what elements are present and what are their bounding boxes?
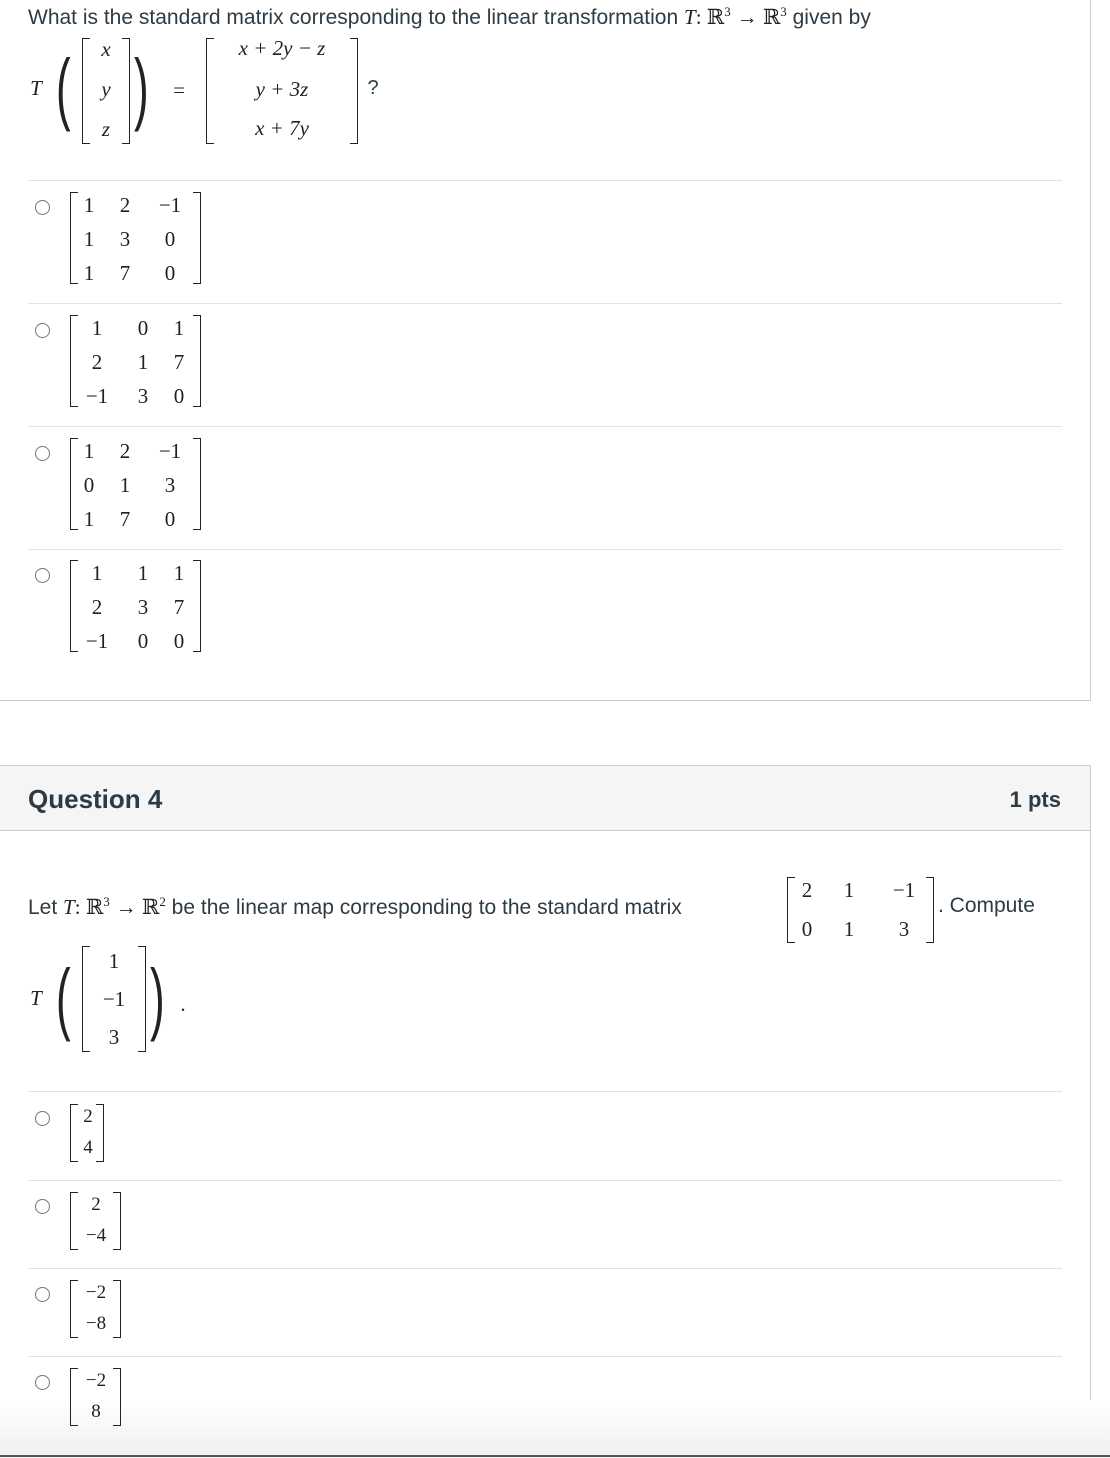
divider — [28, 1268, 1062, 1269]
right-paren: ) — [149, 953, 165, 1042]
radio-button[interactable] — [35, 568, 50, 583]
radio-button[interactable] — [35, 446, 50, 461]
divider — [28, 1356, 1062, 1357]
divider — [28, 180, 1062, 181]
radio-button[interactable] — [35, 1375, 50, 1390]
divider — [28, 1180, 1062, 1181]
left-bracket — [82, 38, 90, 144]
question-points: 1 pts — [1009, 787, 1061, 812]
right-bracket — [122, 38, 130, 144]
left-paren: ( — [55, 953, 71, 1042]
radio-button[interactable] — [35, 1287, 50, 1302]
radio-button[interactable] — [35, 323, 50, 338]
divider — [28, 426, 1062, 427]
divider — [28, 1091, 1062, 1092]
page-bottom-border — [0, 1455, 1110, 1457]
right-paren: ) — [133, 43, 149, 132]
radio-button[interactable] — [35, 200, 50, 215]
q3-prompt: What is the standard matrix corresponding to the linear transformation T: ℝ$^3$ → ℝ$^3$ given by — [28, 4, 871, 29]
question-3-card — [0, 0, 1091, 701]
left-bracket — [82, 946, 90, 1052]
right-bracket — [350, 38, 358, 144]
question-title: Question 4 — [28, 784, 163, 814]
question-4-header — [0, 765, 1091, 831]
q4-prompt-end: . Compute — [938, 894, 1035, 917]
left-bracket — [206, 38, 214, 144]
q4-prompt: Let T: ℝ$^3$ → ℝ$^2$ be the linear map corresponding to the standard matrix — [28, 894, 682, 919]
right-bracket — [138, 946, 146, 1052]
radio-button[interactable] — [35, 1111, 50, 1126]
divider — [28, 549, 1062, 550]
left-paren: ( — [55, 43, 71, 132]
page-bottom-shade — [0, 1400, 1110, 1458]
radio-button[interactable] — [35, 1199, 50, 1214]
divider — [28, 303, 1062, 304]
